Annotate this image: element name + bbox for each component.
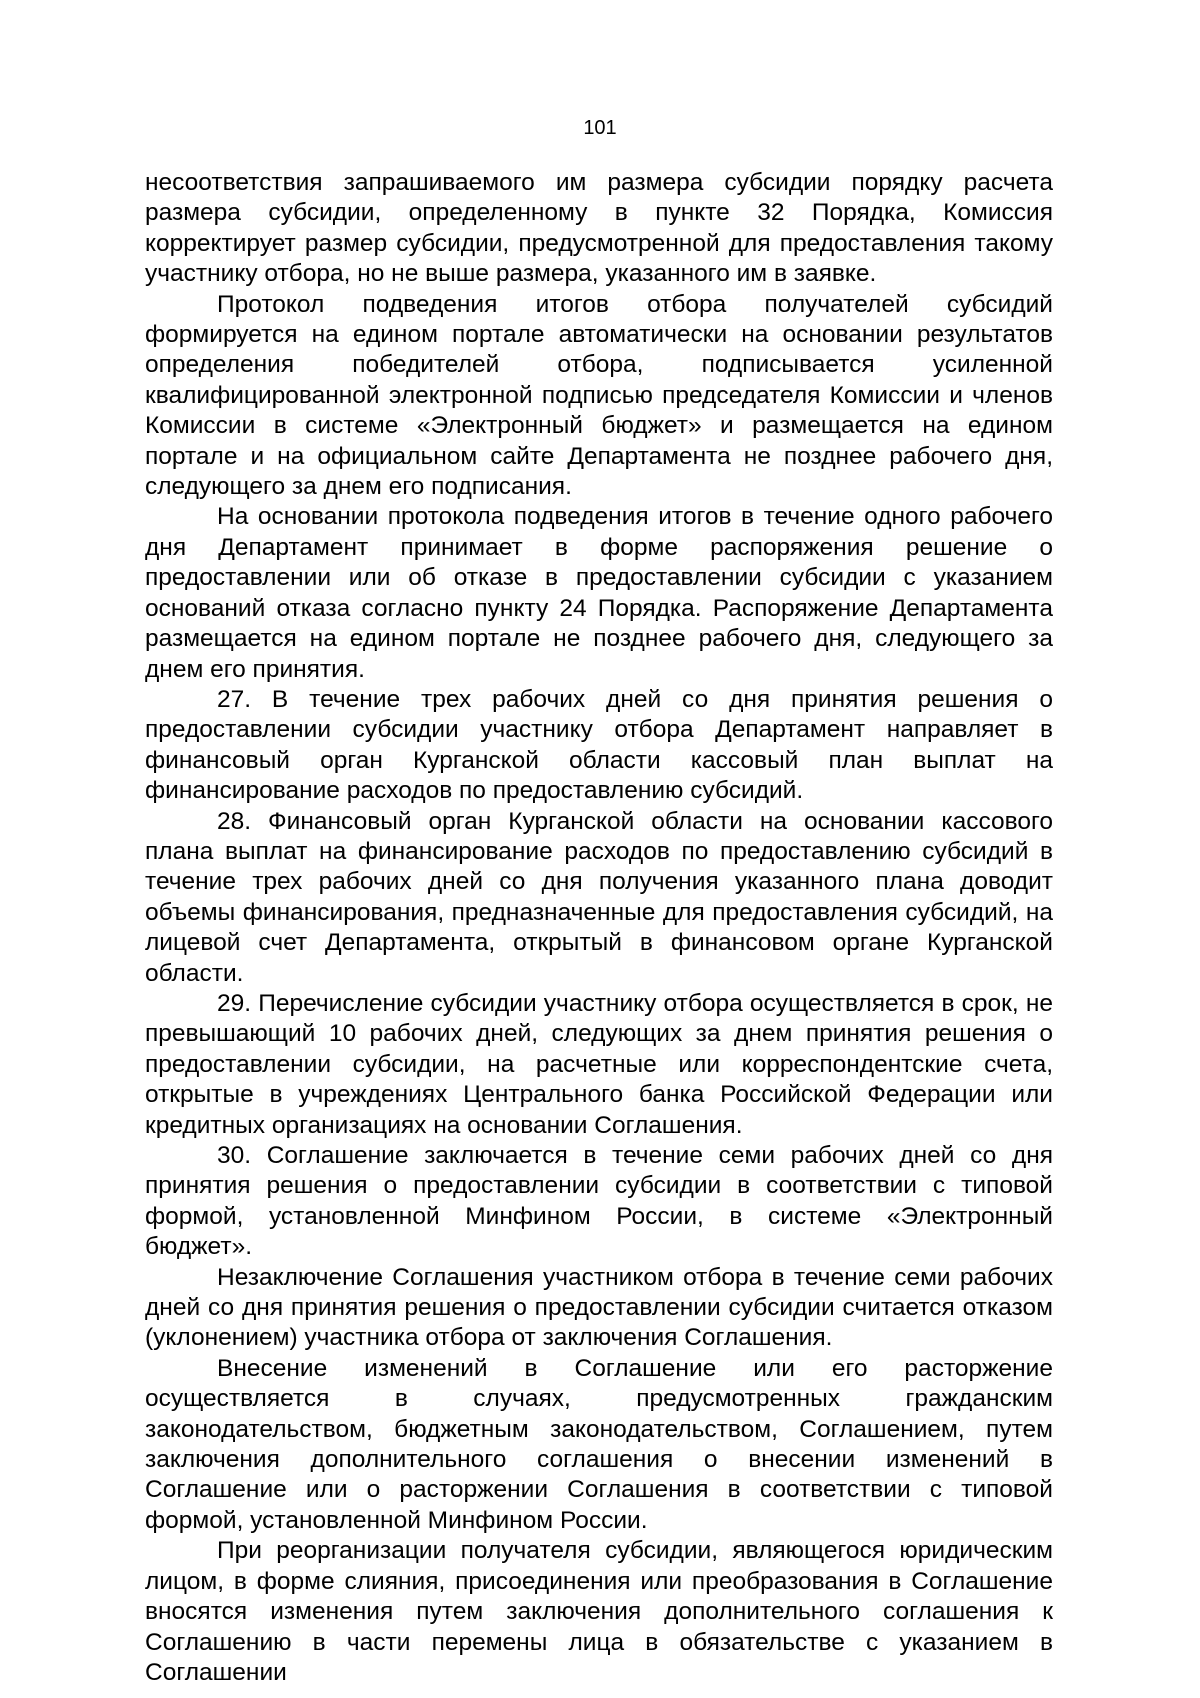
paragraph: несоответствия запрашиваемого им размера субсидии порядку расчета размера субсидии, определенному в пункте 32 Порядка, Комиссия корректирует размер субсидии, предусмотренной для предоставления такому участнику отбора, но не выше размера, указанного им в заявке.: [145, 169, 1053, 288]
paragraph: 29. Перечисление субсидии участнику отбора осуществляется в срок, не превышающий 10 рабочих дней, следующих за днем принятия решения о предоставлении субсидии, на расчетные или корреспондентские счета, открытые в учреждениях Центрального банка Российской Федерации или кредитных организациях на основании Соглашения.: [145, 989, 1053, 1139]
paragraph: 28. Финансовый орган Курганской области на основании кассового плана выплат на финансирование расходов по предоставлению субсидий в течение трех рабочих дней со дня получения указанного плана доводит объемы финансирования, предназначенные для предоставления субсидий, на лицевой счет Департамента, открытый в финансовом органе Курганской области.: [145, 807, 1053, 987]
document-body: [145, 168, 1053, 1688]
paragraph: Протокол подведения итогов отбора получателей субсидий формируется на едином портале автоматически на основании результатов определения победителей отбора, подписывается усиленной квалифицированной электронной подписью председателя Комиссии и членов Комиссии в системе «Электронный бюджет» и размещается на едином портале и на официальном сайте Департамента не позднее рабочего дня, следующего за днем его подписания.: [145, 290, 1053, 501]
paragraph: 27. В течение трех рабочих дней со дня принятия решения о предоставлении субсидии участнику отбора Департамент направляет в финансовый орган Курганской области кассовый план выплат на финансирование расходов по предоставлению субсидий.: [145, 685, 1053, 805]
paragraph: При реорганизации получателя субсидии, являющегося юридическим лицом, в форме слияния, присоединения или преобразования в Соглашение вносятся изменения путем заключения дополнительного соглашения к Соглашению в части перемены лица в обязательстве с указанием в Соглашении: [145, 1537, 1053, 1686]
paragraph: Незаключение Соглашения участником отбора в течение семи рабочих дней со дня принятия решения о предоставлении субсидии считается отказом (уклонением) участника отбора от заключения Соглашения.: [145, 1263, 1053, 1352]
page-number: 101: [583, 117, 617, 139]
paragraph: Внесение изменений в Соглашение или его расторжение осуществляется в случаях, предусмотренных гражданским законодательством, бюджетным законодательством, Соглашением, путем заключения дополнительного соглашения о внесении изменений в Соглашение или о расторжении Соглашения в соответствии с типовой формой, установленной Минфином России.: [145, 1354, 1053, 1534]
paragraph: На основании протокола подведения итогов в течение одного рабочего дня Департамент принимает в форме распоряжения решение о предоставлении или об отказе в предоставлении субсидии с указанием оснований отказа согласно пункту 24 Порядка. Распоряжение Департамента размещается на едином портале не позднее рабочего дня, следующего за днем его принятия.: [145, 503, 1053, 683]
paragraph: 30. Соглашение заключается в течение семи рабочих дней со дня принятия решения о предоставлении субсидии в соответствии с типовой формой, установленной Минфином России, в системе «Электронный бюджет».: [145, 1142, 1053, 1261]
